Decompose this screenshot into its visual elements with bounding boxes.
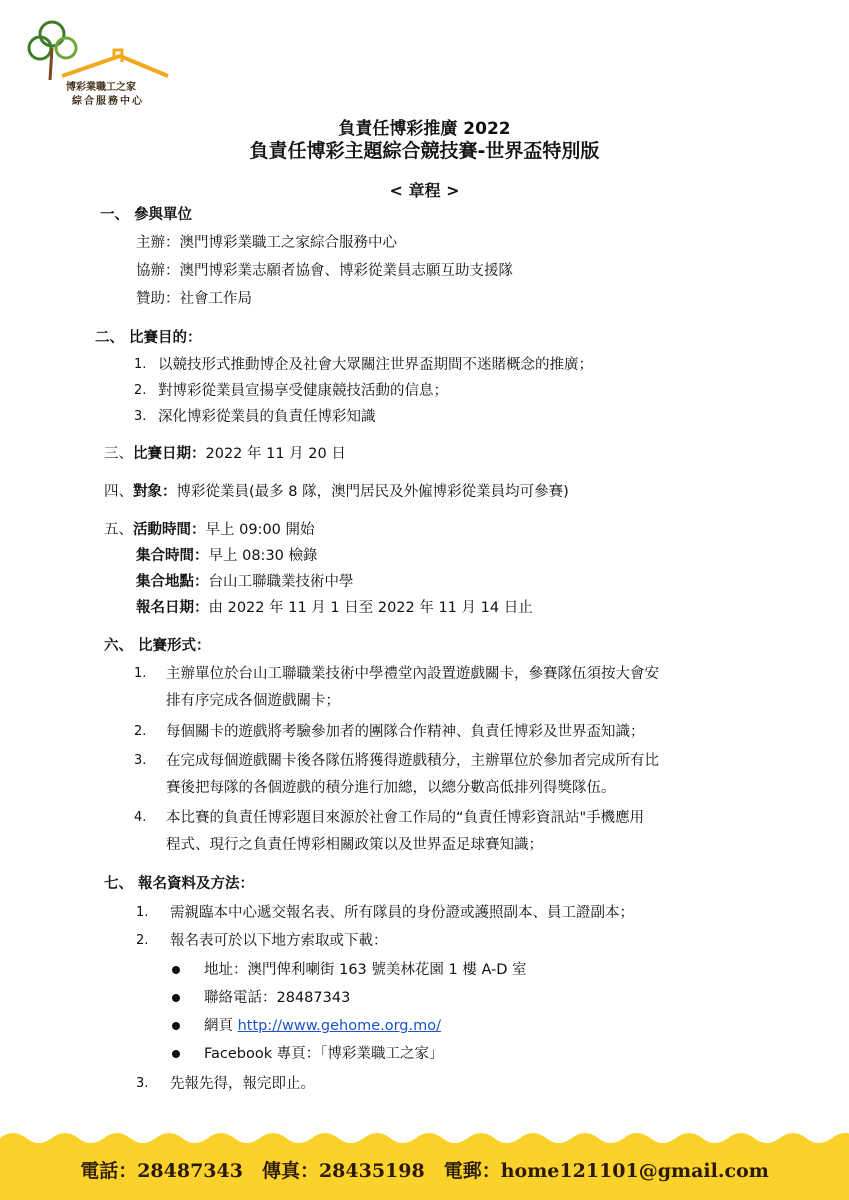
bullet-icon [172,1050,180,1058]
logo-text-line2: 綜合服務中心 [72,96,144,107]
address-text: 地址：澳門俾利喇街 163 號美林花園 1 樓 A-D 室 [204,962,527,978]
s5-row [136,546,318,566]
s3-prefix: 三、 [104,446,133,462]
s4-label: 對象： [133,484,177,500]
s4-line [104,482,569,502]
phone-text: 聯絡電話：28487343 [204,990,351,1006]
s6-item-text: 主辦單位於台山工聯職業技術中學禮堂內設置遊戲關卡，參賽隊伍須按大會安 [166,666,659,682]
s2-item-number: 1. [134,357,147,372]
s3-value: 2022 年 11 月 20 日 [205,446,346,462]
s2-item-text: 對博彩從業員宣揚享受健康競技活動的信息； [158,383,448,399]
s3-label: 比賽日期： [133,446,206,462]
s2-heading: 二、 比賽目的： [95,330,202,346]
s2-item-text: 深化博彩從業員的負責任博彩知識 [158,409,376,425]
s7-item-number: 1. [136,905,149,920]
s6-item-text: 在完成每個遊戲關卡後各隊伍將獲得遊戲積分，主辦單位於參加者完成所有比 [166,753,659,769]
s6-item-text: 本比賽的負責任博彩題目來源於社會工作局的“負責任博彩資訊站"手機應用 [166,810,645,826]
organization-logo [22,18,172,107]
s6-item-number: 4. [134,810,147,825]
s7-item-number: 3. [136,1076,149,1091]
bullet-icon [172,994,180,1002]
s7-heading: 七、 報名資料及方法： [104,876,255,892]
website-link[interactable]: http://www.gehome.org.mo/ [237,1018,441,1034]
s7-item-text: 需親臨本中心遞交報名表、所有隊員的身份證或護照副本、員工證副本； [170,905,634,921]
section-label-rules: < 章程 > [389,181,460,200]
s6-item-number: 1. [134,666,147,681]
s5-label: 報名日期： [136,600,209,616]
s1-heading: 一、 參與單位 [100,207,193,223]
document-subtitle: 負責任博彩主題綜合競技賽-世界盃特別版 [249,140,600,162]
s5-row [136,598,533,618]
s5-row [136,572,354,592]
s3-line [104,444,346,464]
document-title: 負責任博彩推廣 2022 [338,119,511,139]
s6-item-text: 程式、現行之負責任博彩相關政策以及世界盃足球賽知識； [166,837,543,853]
s4-value: 博彩從業員(最多 8 隊，澳門居民及外僱博彩從業員均可參賽) [176,484,569,500]
website-label: 網頁 [204,1018,238,1034]
s1-co-organizer: 協辦：澳門博彩業志願者協會、博彩從業員志願互助支援隊 [136,263,513,279]
s5-value: 早上 09:00 開始 [205,522,315,538]
s6-item-number: 3. [134,753,147,768]
s5-value: 由 2022 年 11 月 1 日至 2022 年 11 月 14 日止 [208,600,533,616]
footer-contact: 電話：28487343 傳真：28435198 電郵：home121101@gmail.com [80,1160,769,1182]
s5-label: 活動時間： [133,522,206,538]
s5-label: 集合地點： [136,574,209,590]
s5-row [104,520,315,540]
s5-value: 台山工聯職業技術中學 [208,574,354,590]
s6-item-text: 排有序完成各個遊戲關卡； [166,693,340,709]
s1-sponsor: 贊助：社會工作局 [136,291,252,307]
s5-prefix: 五、 [104,522,133,538]
s2-item-number: 2. [134,383,147,398]
s6-heading: 六、 比賽形式： [104,638,211,654]
s7-item-number: 2. [136,933,149,948]
bullet-icon [172,1022,180,1030]
s2-item-text: 以競技形式推動博企及社會大眾關注世界盃期間不迷賭概念的推廣； [158,357,593,373]
s7-item-text: 報名表可於以下地方索取或下載： [170,933,388,949]
s6-item-number: 2. [134,724,147,739]
s7-item-text: 先報先得，報完即止。 [170,1076,315,1092]
bullet-icon [172,966,180,974]
s2-item-number: 3. [134,409,147,424]
s6-item-text: 每個關卡的遊戲將考驗參加者的團隊合作精神、負責任博彩及世界盃知識； [166,724,645,740]
s5-value: 早上 08:30 檢錄 [208,548,318,564]
website-line [204,1016,441,1036]
s4-prefix: 四、 [104,484,133,500]
facebook-text: Facebook 專頁：「博彩業職工之家」 [204,1046,444,1062]
s5-label: 集合時間： [136,548,209,564]
s6-item-text: 賽後把每隊的各個遊戲的積分進行加總，以總分數高低排列得獎隊伍。 [166,780,616,796]
s1-organizer: 主辦：澳門博彩業職工之家綜合服務中心 [136,235,397,251]
logo-text-line1: 博彩業職工之家 [66,82,136,93]
